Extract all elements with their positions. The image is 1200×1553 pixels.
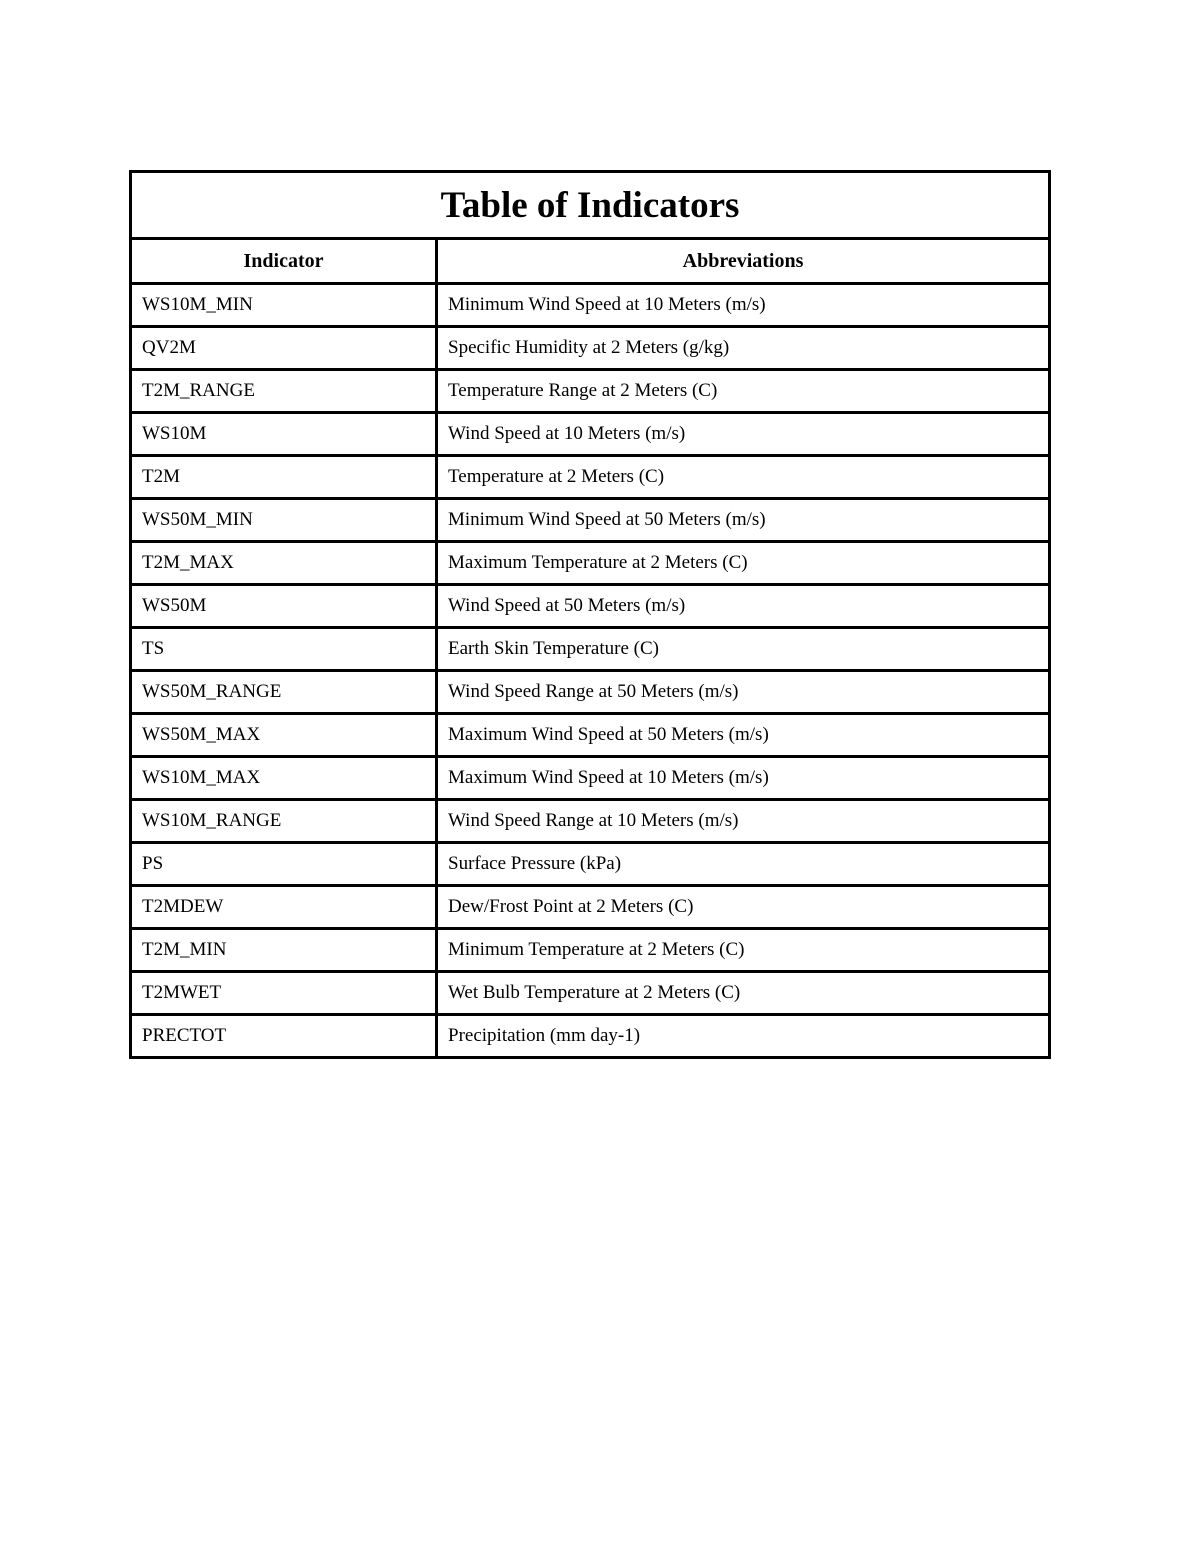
table-row: [131, 929, 1050, 972]
table-row: [131, 499, 1050, 542]
indicator-cell: T2M: [131, 456, 437, 499]
table-row: [131, 370, 1050, 413]
table-row: [131, 628, 1050, 671]
description-cell: Maximum Temperature at 2 Meters (C): [437, 542, 1050, 585]
header-row: [131, 239, 1050, 284]
description-cell: Temperature at 2 Meters (C): [437, 456, 1050, 499]
indicator-cell: T2M_RANGE: [131, 370, 437, 413]
description-cell: Wind Speed at 10 Meters (m/s): [437, 413, 1050, 456]
indicator-cell: T2MWET: [131, 972, 437, 1015]
table-row: [131, 1015, 1050, 1058]
description-cell: Specific Humidity at 2 Meters (g/kg): [437, 327, 1050, 370]
table-row: [131, 284, 1050, 327]
indicator-cell: WS50M_MAX: [131, 714, 437, 757]
table-row: [131, 542, 1050, 585]
indicator-cell: WS10M: [131, 413, 437, 456]
table-row: [131, 843, 1050, 886]
description-cell: Maximum Wind Speed at 10 Meters (m/s): [437, 757, 1050, 800]
description-cell: Minimum Wind Speed at 50 Meters (m/s): [437, 499, 1050, 542]
description-cell: Wind Speed at 50 Meters (m/s): [437, 585, 1050, 628]
description-cell: Minimum Temperature at 2 Meters (C): [437, 929, 1050, 972]
table-row: [131, 413, 1050, 456]
description-cell: Earth Skin Temperature (C): [437, 628, 1050, 671]
column-header-abbreviations: Abbreviations: [437, 239, 1050, 284]
indicator-cell: T2M_MAX: [131, 542, 437, 585]
table-row: [131, 714, 1050, 757]
description-cell: Surface Pressure (kPa): [437, 843, 1050, 886]
indicator-cell: QV2M: [131, 327, 437, 370]
table-title: Table of Indicators: [131, 172, 1050, 239]
indicator-cell: PRECTOT: [131, 1015, 437, 1058]
table-row: [131, 327, 1050, 370]
indicator-cell: WS10M_RANGE: [131, 800, 437, 843]
indicator-cell: PS: [131, 843, 437, 886]
table-row: [131, 456, 1050, 499]
table-row: [131, 671, 1050, 714]
description-cell: Wind Speed Range at 50 Meters (m/s): [437, 671, 1050, 714]
description-cell: Wet Bulb Temperature at 2 Meters (C): [437, 972, 1050, 1015]
table-row: [131, 585, 1050, 628]
table-row: [131, 800, 1050, 843]
table-row: [131, 757, 1050, 800]
indicator-cell: WS50M_MIN: [131, 499, 437, 542]
indicators-table: [129, 170, 1051, 1059]
indicator-cell: T2MDEW: [131, 886, 437, 929]
description-cell: Maximum Wind Speed at 50 Meters (m/s): [437, 714, 1050, 757]
table-row: [131, 972, 1050, 1015]
indicator-cell: WS50M_RANGE: [131, 671, 437, 714]
description-cell: Temperature Range at 2 Meters (C): [437, 370, 1050, 413]
table-row: [131, 886, 1050, 929]
indicator-cell: TS: [131, 628, 437, 671]
description-cell: Wind Speed Range at 10 Meters (m/s): [437, 800, 1050, 843]
title-row: [131, 172, 1050, 239]
description-cell: Minimum Wind Speed at 10 Meters (m/s): [437, 284, 1050, 327]
description-cell: Dew/Frost Point at 2 Meters (C): [437, 886, 1050, 929]
indicator-cell: WS50M: [131, 585, 437, 628]
indicator-cell: T2M_MIN: [131, 929, 437, 972]
indicator-cell: WS10M_MIN: [131, 284, 437, 327]
description-cell: Precipitation (mm day-1): [437, 1015, 1050, 1058]
table-body: [131, 284, 1050, 1058]
column-header-indicator: Indicator: [131, 239, 437, 284]
indicator-cell: WS10M_MAX: [131, 757, 437, 800]
